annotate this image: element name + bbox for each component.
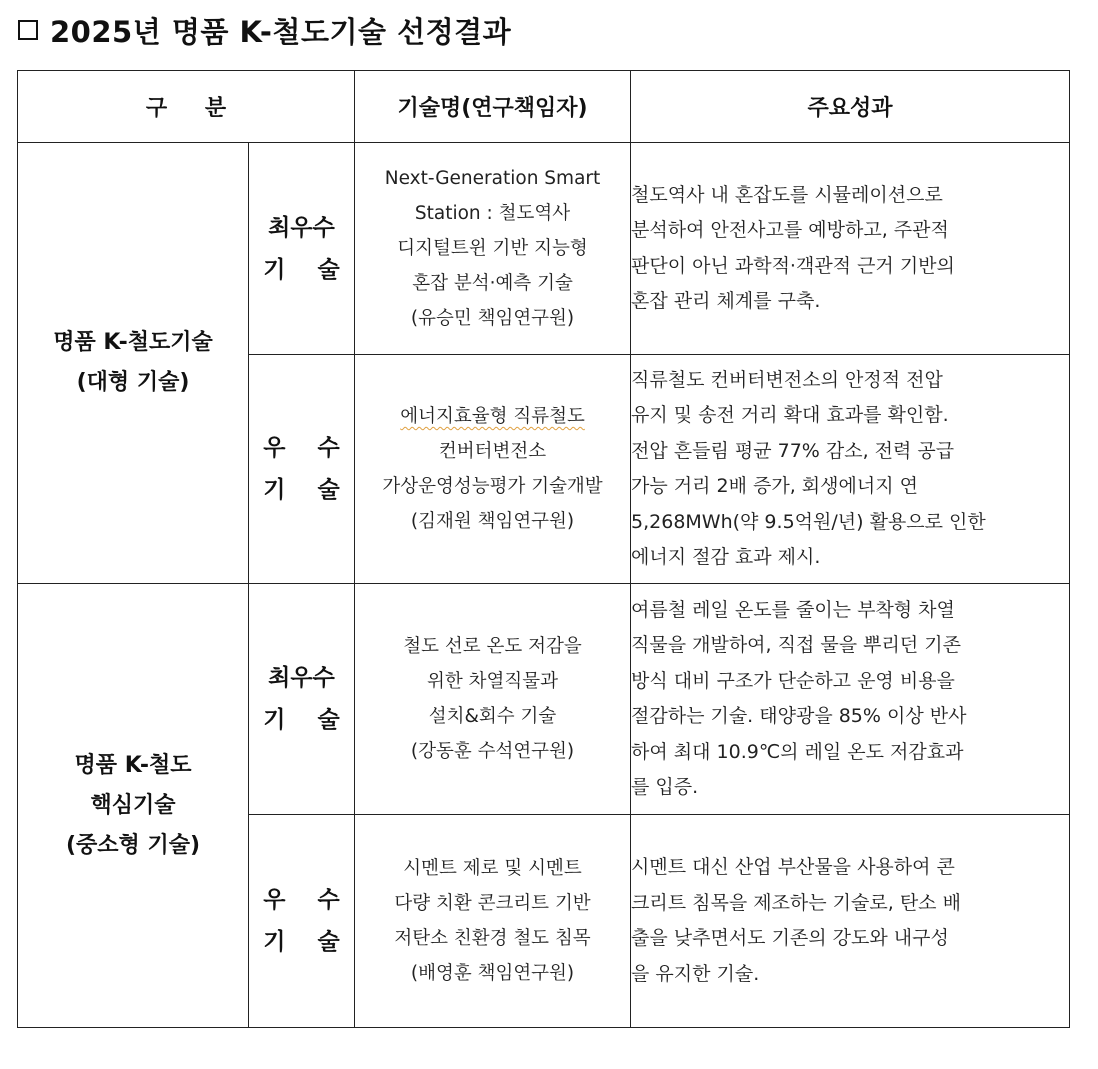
table-row <box>18 143 1070 355</box>
tech-name-cell: Next-Generation Smart Station : 철도역사 디지털트윈 기반 지능형 혼잡 분석·예측 기술 (유승민 책임연구원) <box>355 143 631 355</box>
document-title-text: 2025년 명품 K-철도기술 선정결과 <box>50 14 512 49</box>
grade-cell: 최우수 기 술 <box>249 143 355 355</box>
tech-name-cell: 시멘트 제로 및 시멘트 다량 치환 콘크리트 기반 저탄소 친환경 철도 침목 (배영훈 책임연구원) <box>355 815 631 1028</box>
header-tech-name: 기술명(연구책임자) <box>355 71 631 143</box>
square-bullet-icon <box>18 20 38 40</box>
header-category: 구 분 <box>18 71 355 143</box>
achievement-cell: 철도역사 내 혼잡도를 시뮬레이션으로 분석하여 안전사고를 예방하고, 주관적 판단이 아닌 과학적·객관적 근거 기반의 혼잡 관리 체계를 구축. <box>631 143 1070 355</box>
grade-cell: 우 수 기 술 <box>249 815 355 1028</box>
table-row <box>18 584 1070 815</box>
achievement-cell: 직류철도 컨버터변전소의 안정적 전압 유지 및 송전 거리 확대 효과를 확인함. 전압 흔들림 평균 77% 감소, 전력 공급 가능 거리 2배 증가, 회생에너지 연 5,268MWh(약 9.5억원/년) 활용으로 인한 에너지 절감 효과 제시. <box>631 355 1070 584</box>
tech-name-cell: 에너지효율형 직류철도 컨버터변전소 가상운영성능평가 기술개발 (김재원 책임연구원) <box>355 355 631 584</box>
category-cell-small-medium: 명품 K-철도 핵심기술 (중소형 기술) <box>18 584 249 1028</box>
header-row <box>18 71 1070 143</box>
grade-cell: 최우수 기 술 <box>249 584 355 815</box>
achievement-cell: 시멘트 대신 산업 부산물을 사용하여 콘 크리트 침목을 제조하는 기술로, 탄소 배 출을 낮추면서도 기존의 강도와 내구성 을 유지한 기술. <box>631 815 1070 1028</box>
tech-name-cell: 철도 선로 온도 저감을 위한 차열직물과 설치&회수 기술 (강동훈 수석연구원) <box>355 584 631 815</box>
document-title <box>18 8 511 52</box>
results-table <box>17 70 1070 1028</box>
header-achievements: 주요성과 <box>631 71 1070 143</box>
category-cell-large: 명품 K-철도기술 (대형 기술) <box>18 143 249 584</box>
spellcheck-underline: 에너지효율형 직류철도 <box>400 406 585 427</box>
grade-cell: 우 수 기 술 <box>249 355 355 584</box>
achievement-cell: 여름철 레일 온도를 줄이는 부착형 차열 직물을 개발하여, 직접 물을 뿌리던 기존 방식 대비 구조가 단순하고 운영 비용을 절감하는 기술. 태양광을 85% 이상 반사 하여 최대 10.9℃의 레일 온도 저감효과 를 입증. <box>631 584 1070 815</box>
